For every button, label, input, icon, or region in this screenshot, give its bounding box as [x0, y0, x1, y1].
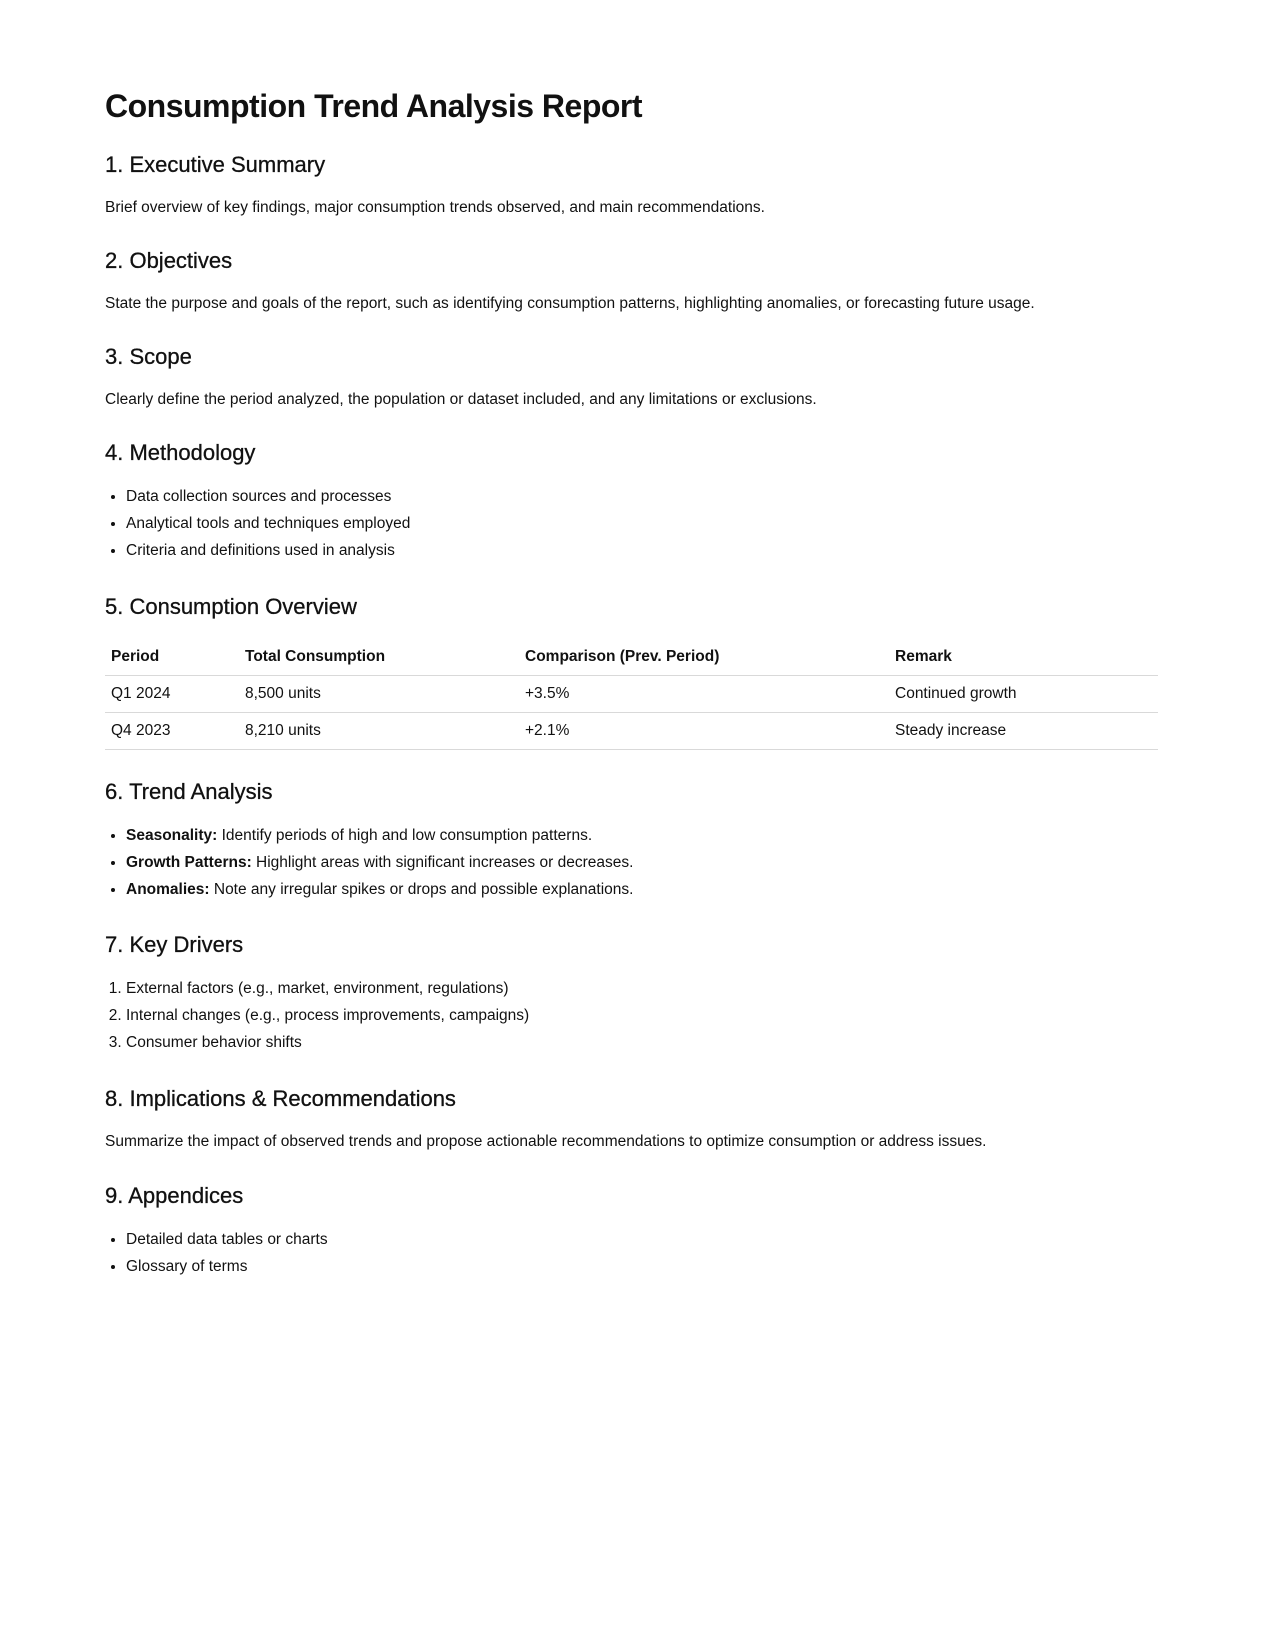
consumption-overview-heading: 5. Consumption Overview [105, 594, 357, 619]
list-item [126, 849, 1158, 876]
list-item: • Glossary of terms [126, 1253, 1158, 1280]
list-item [126, 822, 1158, 849]
trend-analysis-list [105, 822, 1158, 903]
column-header-total-consumption: Total Consumption [239, 637, 519, 676]
executive-summary-heading: 1. Executive Summary [105, 152, 326, 177]
list-item: 1. External factors (e.g., market, environment, regulations) [126, 975, 1158, 1002]
trend-analysis-heading: 6. Trend Analysis [105, 779, 273, 804]
scope-section [105, 315, 1158, 411]
consumption-table [105, 637, 1158, 750]
executive-summary-section [105, 126, 1158, 219]
objectives-section [105, 219, 1158, 315]
term-label: Growth Patterns: [126, 854, 252, 871]
scope-heading: 3. Scope [105, 344, 192, 369]
cell-remark: Steady increase [889, 713, 1158, 750]
cell-total-consumption: 8,210 units [239, 713, 519, 750]
methodology-section [105, 411, 1158, 564]
consumption-overview-section [105, 564, 1158, 750]
cell-period: Q4 2023 [105, 713, 239, 750]
column-header-comparison: Comparison (Prev. Period) [519, 637, 889, 676]
cell-remark: Continued growth [889, 676, 1158, 713]
implications-section [105, 1056, 1158, 1153]
objectives-text: State the purpose and goals of the report, such as identifying consumption patterns, highlighting anomalies, or forecasting future usage. [105, 295, 1035, 312]
page-title: Consumption Trend Analysis Report [105, 88, 643, 124]
list-item: 3. Consumer behavior shifts [126, 1029, 1158, 1056]
list-item: • Data collection sources and processes [126, 483, 1158, 510]
key-drivers-section [105, 903, 1158, 1056]
term-description: Note any irregular spikes or drops and possible explanations. [209, 881, 634, 898]
cell-period: Q1 2024 [105, 676, 239, 713]
term-description: Identify periods of high and low consumption patterns. [217, 827, 593, 844]
term-label: Anomalies: [126, 881, 210, 898]
methodology-heading: 4. Methodology [105, 440, 256, 465]
list-item: • Criteria and definitions used in analysis [126, 537, 1158, 564]
column-header-period: Period [105, 637, 239, 676]
objectives-heading: 2. Objectives [105, 248, 233, 273]
implications-text: Summarize the impact of observed trends and propose actionable recommendations to optimize consumption or address issues. [105, 1133, 987, 1150]
key-drivers-heading: 7. Key Drivers [105, 932, 244, 957]
list-item: • Analytical tools and techniques employed [126, 510, 1158, 537]
appendices-heading: 9. Appendices [105, 1183, 244, 1208]
table-header-row [105, 637, 1158, 676]
list-item [126, 876, 1158, 903]
implications-heading: 8. Implications & Recommendations [105, 1086, 456, 1111]
methodology-list [105, 483, 1158, 564]
table-row [105, 676, 1158, 713]
executive-summary-text: Brief overview of key findings, major consumption trends observed, and main recommendations. [105, 199, 765, 216]
cell-comparison: +2.1% [519, 713, 889, 750]
scope-text: Clearly define the period analyzed, the population or dataset included, and any limitations or exclusions. [105, 391, 817, 408]
cell-comparison: +3.5% [519, 676, 889, 713]
cell-total-consumption: 8,500 units [239, 676, 519, 713]
term-description: Highlight areas with significant increases or decreases. [251, 854, 634, 871]
term-label: Seasonality: [126, 827, 218, 844]
column-header-remark: Remark [889, 637, 1158, 676]
key-drivers-list [105, 975, 1158, 1056]
list-item: 2. Internal changes (e.g., process improvements, campaigns) [126, 1002, 1158, 1029]
list-item: • Detailed data tables or charts [126, 1226, 1158, 1253]
trend-analysis-section [105, 750, 1158, 903]
appendices-list [105, 1226, 1158, 1280]
table-row [105, 713, 1158, 750]
appendices-section [105, 1153, 1158, 1280]
